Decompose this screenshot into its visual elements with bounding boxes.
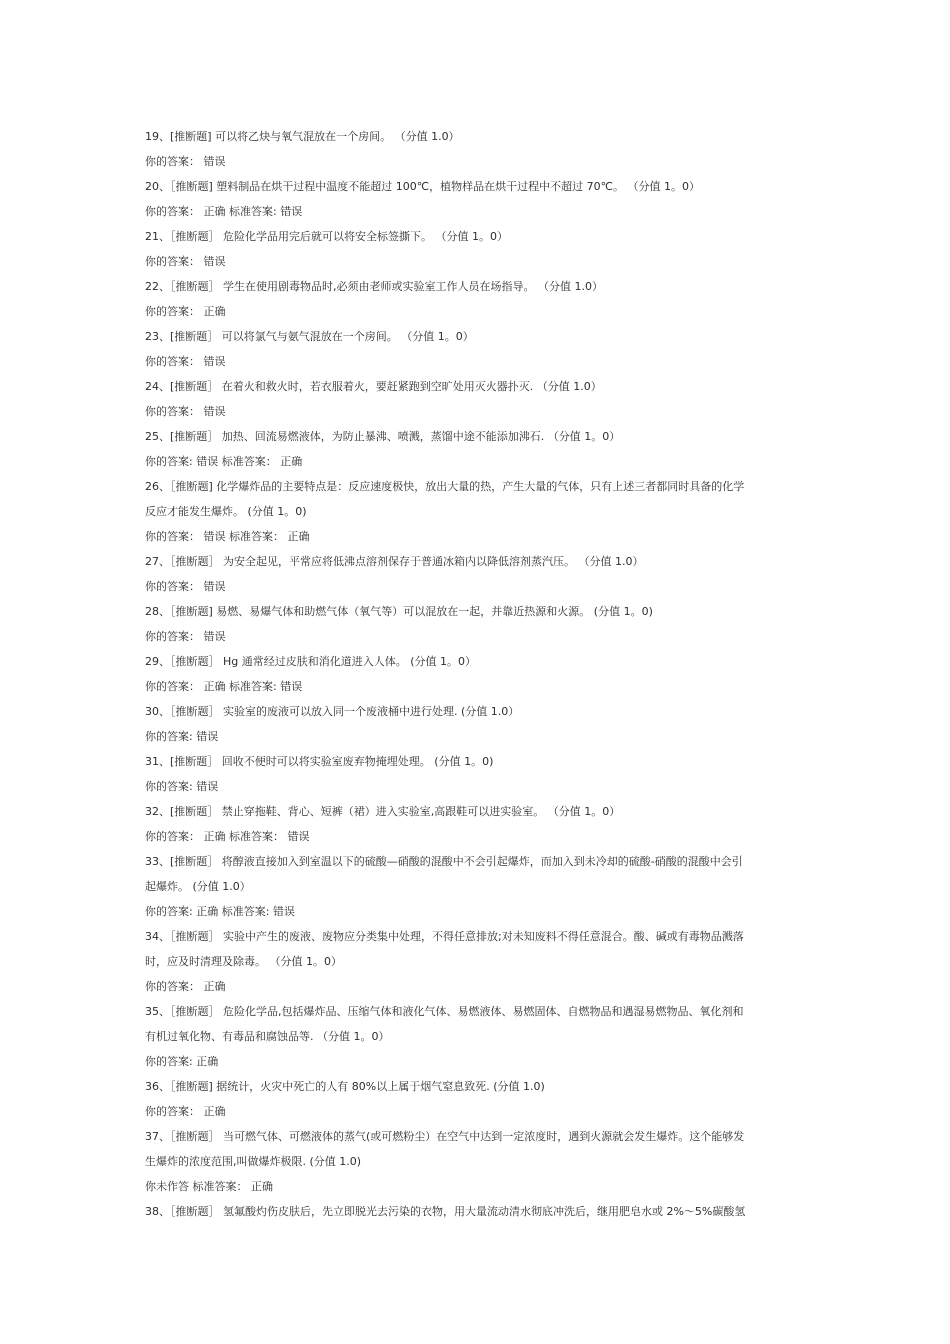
question-text: 35、［推断题］ 危险化学品,包括爆炸品、压缩气体和液化气体、易燃液体、易燃固体、自燃物品和遇湿易燃物品、氧化剂和 [145,1005,744,1018]
question-text: 36、［推断题] 据统计，火灾中死亡的人有 80%以上属于烟气窒息致死. (分值 1.0) [145,1080,545,1093]
question-text: 38、［推断题］ 氢氟酸灼伤皮肤后，先立即脱光去污染的衣物，用大量流动清水彻底冲洗后，继用肥皂水或 2%～5%碳酸氢 [145,1205,746,1218]
answer-line: 你的答案: 错误 [145,730,219,743]
question-text: 21、［推断题］ 危险化学品用完后就可以将安全标签撕下。 （分值 1。0） [145,230,508,243]
question-text: 30、［推断题］ 实验室的废液可以放入同一个废液桶中进行处理. (分值 1.0） [145,705,520,718]
answer-line: 你的答案： 错误 [145,405,226,418]
question-text: 32、[推断题］ 禁止穿拖鞋、背心、短裤（裙）进入实验室,高跟鞋可以进实验室。 （分值 1。0） [145,805,621,818]
answer-line: 你的答案： 错误 标准答案： 正确 [145,530,310,543]
question-text: 28、［推断题] 易燃、易爆气体和助燃气体（氧气等）可以混放在一起，并靠近热源和火源。 (分值 1。0) [145,605,653,618]
question-text: 31、[推断题］ 回收不便时可以将实验室废弃物掩埋处理。 (分值 1。0) [145,755,494,768]
question-text: 25、[推断题］ 加热、回流易燃液体，为防止暴沸、喷溅，蒸馏中途不能添加沸石. （分值 1。0） [145,430,621,443]
answer-line: 你未作答 标准答案： 正确 [145,1180,273,1193]
question-text: 27、［推断题］ 为安全起见，平常应将低沸点溶剂保存于普通冰箱内以降低溶剂蒸汽压。 （分值 1.0） [145,555,644,568]
answer-line: 你的答案： 正确 标准答案: 错误 [145,680,303,693]
question-text: 起爆炸。 (分值 1.0） [145,880,251,893]
answer-line: 你的答案: 正确 [145,1055,219,1068]
answer-line: 你的答案: 错误 标准答案： 正确 [145,455,303,468]
question-text: 29、［推断题］ Hg 通常经过皮肤和消化道进入人体。 (分值 1。0） [145,655,477,668]
question-text: 有机过氧化物、有毒品和腐蚀品等. （分值 1。0） [145,1030,390,1043]
question-text: 26、［推断题] 化学爆炸品的主要特点是：反应速度极快，放出大量的热，产生大量的气体，只有上述三者都同时具备的化学 [145,480,745,493]
question-text: 24、[推断题］ 在着火和救火时，若衣服着火，要赶紧跑到空旷处用灭火器扑灭. （分值 1.0） [145,380,602,393]
question-text: 37、［推断题］ 当可燃气体、可燃液体的蒸气(或可燃粉尘）在空气中达到一定浓度时，遇到火源就会发生爆炸。这个能够发 [145,1130,745,1143]
answer-line: 你的答案： 错误 [145,630,226,643]
answer-line: 你的答案： 错误 [145,580,226,593]
answer-line: 你的答案： 正确 [145,1105,226,1118]
question-text: 19、[推断题] 可以将乙炔与氧气混放在一个房间。 （分值 1.0） [145,130,460,143]
question-text: 34、［推断题］ 实验中产生的废液、废物应分类集中处理，不得任意排放;对未知废料不得任意混合。酸、碱或有毒物品溅落 [145,930,744,943]
answer-line: 你的答案： 正确 [145,305,226,318]
question-text: 23、[推断题］ 可以将氯气与氨气混放在一个房间。 （分值 1。0） [145,330,474,343]
question-text: 22、［推断题］ 学生在使用剧毒物品时,必须由老师或实验室工作人员在场指导。 （分值 1.0） [145,280,603,293]
question-text: 20、［推断题] 塑料制品在烘干过程中温度不能超过 100℃，植物样品在烘干过程中不超过 70℃。 （分值 1。0） [145,180,700,193]
answer-line: 你的答案： 正确 标准答案： 错误 [145,830,310,843]
answer-line: 你的答案： 错误 [145,355,226,368]
question-text: 反应才能发生爆炸。 (分值 1。0) [145,505,307,518]
answer-line: 你的答案: 正确 标准答案: 错误 [145,905,295,918]
answer-line: 你的答案： 错误 [145,255,226,268]
answer-line: 你的答案： 正确 [145,980,226,993]
answer-line: 你的答案： 正确 标准答案: 错误 [145,205,303,218]
quiz-answer-list [145,124,810,1224]
answer-line: 你的答案: 错误 [145,780,219,793]
answer-line: 你的答案： 错误 [145,155,226,168]
question-text: 时，应及时清理及除毒。 （分值 1。0） [145,955,342,968]
question-text: 生爆炸的浓度范围,叫做爆炸极限. (分值 1.0) [145,1155,362,1168]
question-text: 33、[推断题］ 将醇液直接加入到室温以下的硫酸—硝酸的混酸中不会引起爆炸，而加入到未冷却的硫酸-硝酸的混酸中会引 [145,855,743,868]
